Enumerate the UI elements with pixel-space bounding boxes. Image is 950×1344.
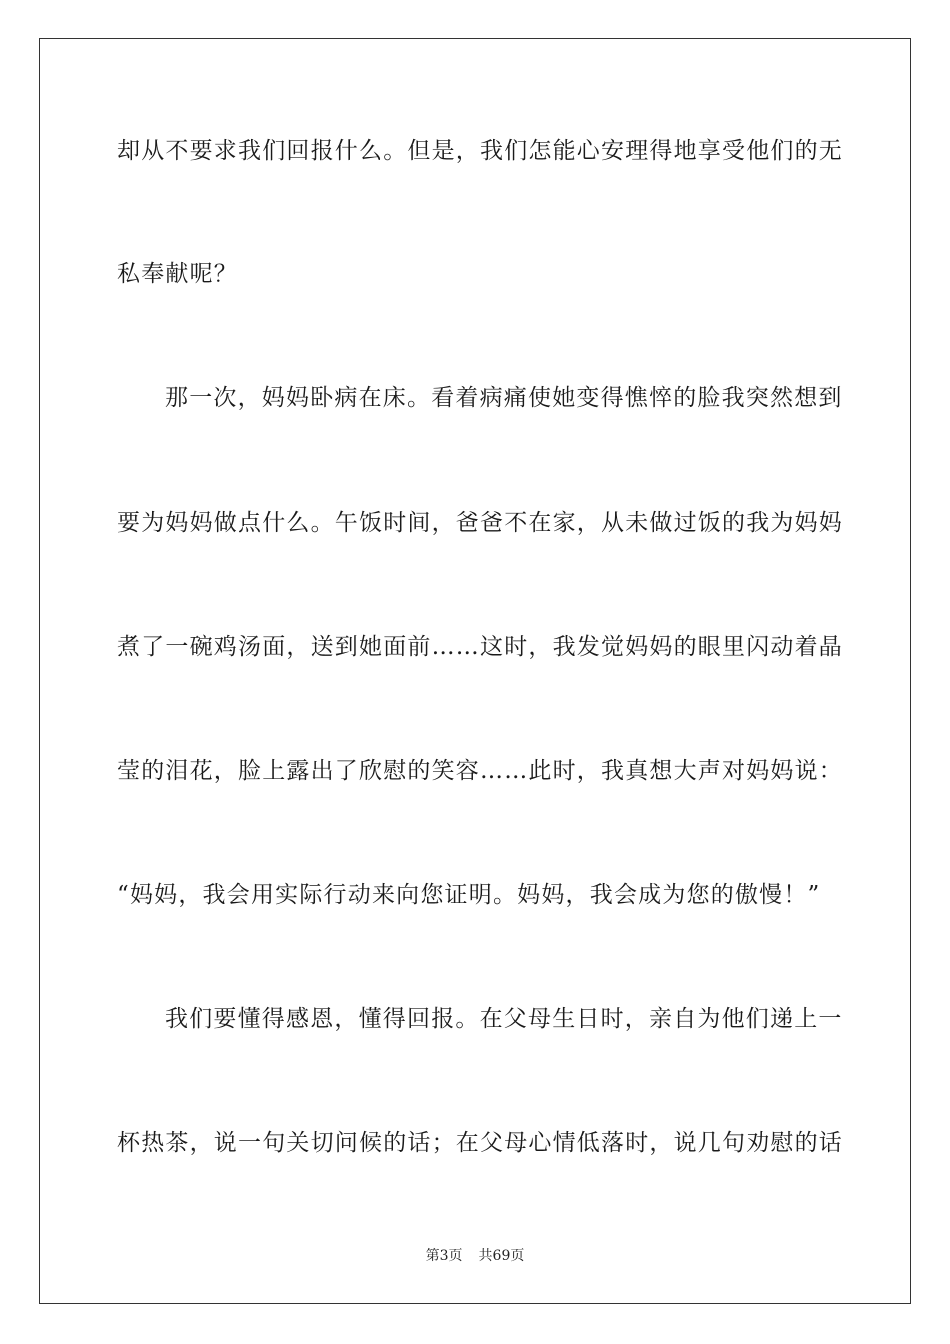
text-line: 杯热茶，说一句关切问候的话；在父母心情低落时，说几句劝慰的话	[117, 1130, 843, 1156]
text-line: 却从不要求我们回报什么。但是，我们怎能心安理得地享受他们的无	[117, 138, 843, 164]
text-line: “妈妈，我会用实际行动来向您证明。妈妈，我会成为您的傲慢！”	[117, 882, 821, 908]
text-line: 莹的泪花，脸上露出了欣慰的笑容……此时，我真想大声对妈妈说：	[117, 758, 843, 784]
page-border	[39, 38, 911, 1304]
total-page-count: 共69页	[478, 1248, 525, 1264]
text-line: 私奉献呢？	[117, 261, 238, 287]
text-line: 煮了一碗鸡汤面，送到她面前……这时，我发觉妈妈的眼里闪动着晶	[117, 634, 843, 660]
page-footer	[0, 1246, 950, 1266]
current-page-number: 第3页	[425, 1248, 463, 1264]
text-line: 要为妈妈做点什么。午饭时间，爸爸不在家，从未做过饭的我为妈妈	[117, 510, 843, 536]
paragraph-start-line: 我们要懂得感恩，懂得回报。在父母生日时，亲自为他们递上一	[165, 1006, 843, 1032]
paragraph-start-line: 那一次，妈妈卧病在床。看着病痛使她变得憔悴的脸我突然想到	[165, 385, 843, 411]
